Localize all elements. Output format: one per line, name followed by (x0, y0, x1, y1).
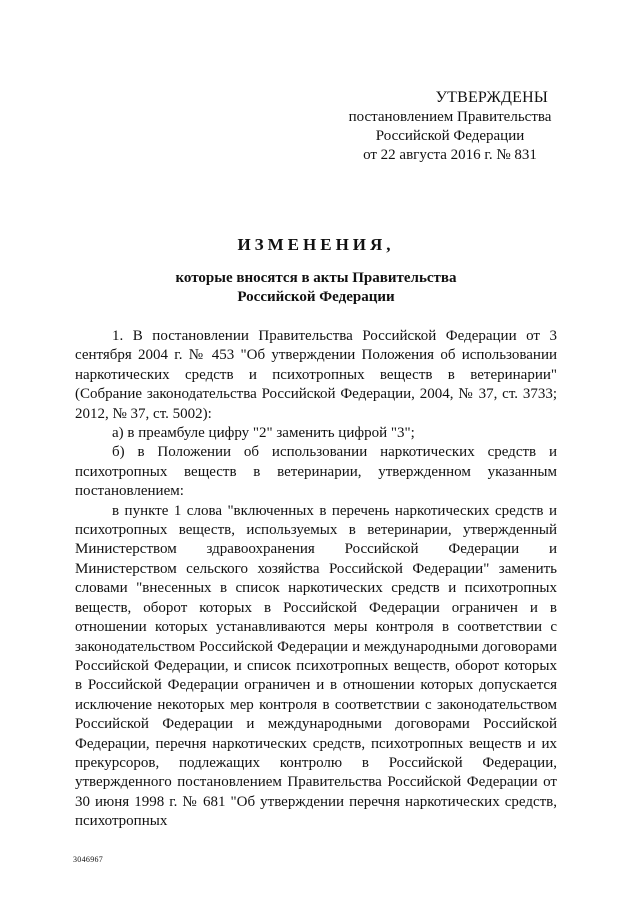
approval-heading: УТВЕРЖДЕНЫ (435, 89, 548, 106)
document-title: ИЗМЕНЕНИЯ, (237, 235, 395, 254)
paragraph-4: в пункте 1 слова "включенных в перечень наркотических средств и психотропных веществ, используемых в ветеринарии, утвержденный Министерством здравоохранения Российской Федерации и Министерством сельского хозяйства Российской Федерации" заменить словами "внесенных в список наркотических средств и психотропных веществ, оборот которых в Российской Федерации ограничен и в отношении которых устанавливаются меры контроля в соответствии с законодательством Российской Федерации и международными договорами Российской Федерации, и список психотропных веществ, оборот которых в Российской Федерации ограничен и в отношении которых допускается исключение некоторых мер контроля в соответствии с законодательством Российской Федерации и международными договорами Российской Федерации, перечня наркотических средств, психотропных веществ и их прекурсоров, подлежащих контролю в Российской Федерации, утвержденного постановлением Правительства Российской Федерации от 30 июня 1998 г. № 681 "Об утверждении перечня наркотических средств, психотропных (75, 502, 557, 830)
approval-block (330, 88, 570, 165)
document-subtitle-line-2: Российской Федерации (237, 289, 395, 305)
approval-line-2: Российской Федерации (375, 128, 525, 144)
document-subtitle-line-1: которые вносятся в акты Правительства (175, 270, 457, 286)
paragraph-1: 1. В постановлении Правительства Российской Федерации от 3 сентября 2004 г. № 453 "Об утверждении Положения об использовании наркотических средств и психотропных веществ в ветеринарии" (Собрание законодательства Российской Федерации, 2004, № 37, ст. 3733; 2012, № 37, ст. 5002): (75, 328, 557, 422)
paragraph-2: а) в преамбуле цифру "2" заменить цифрой "3"; (112, 425, 415, 442)
document-body (75, 327, 557, 832)
approval-line-1: постановлением Правительства (348, 109, 552, 125)
document-code: 3046967 (73, 855, 104, 864)
document-title-block (75, 235, 557, 307)
paragraph-3: б) в Положении об использовании наркотических средств и психотропных веществ в ветеринарии, утвержденном указанным постановлением: (75, 444, 557, 500)
approval-line-3: от 22 августа 2016 г. № 831 (363, 147, 537, 163)
